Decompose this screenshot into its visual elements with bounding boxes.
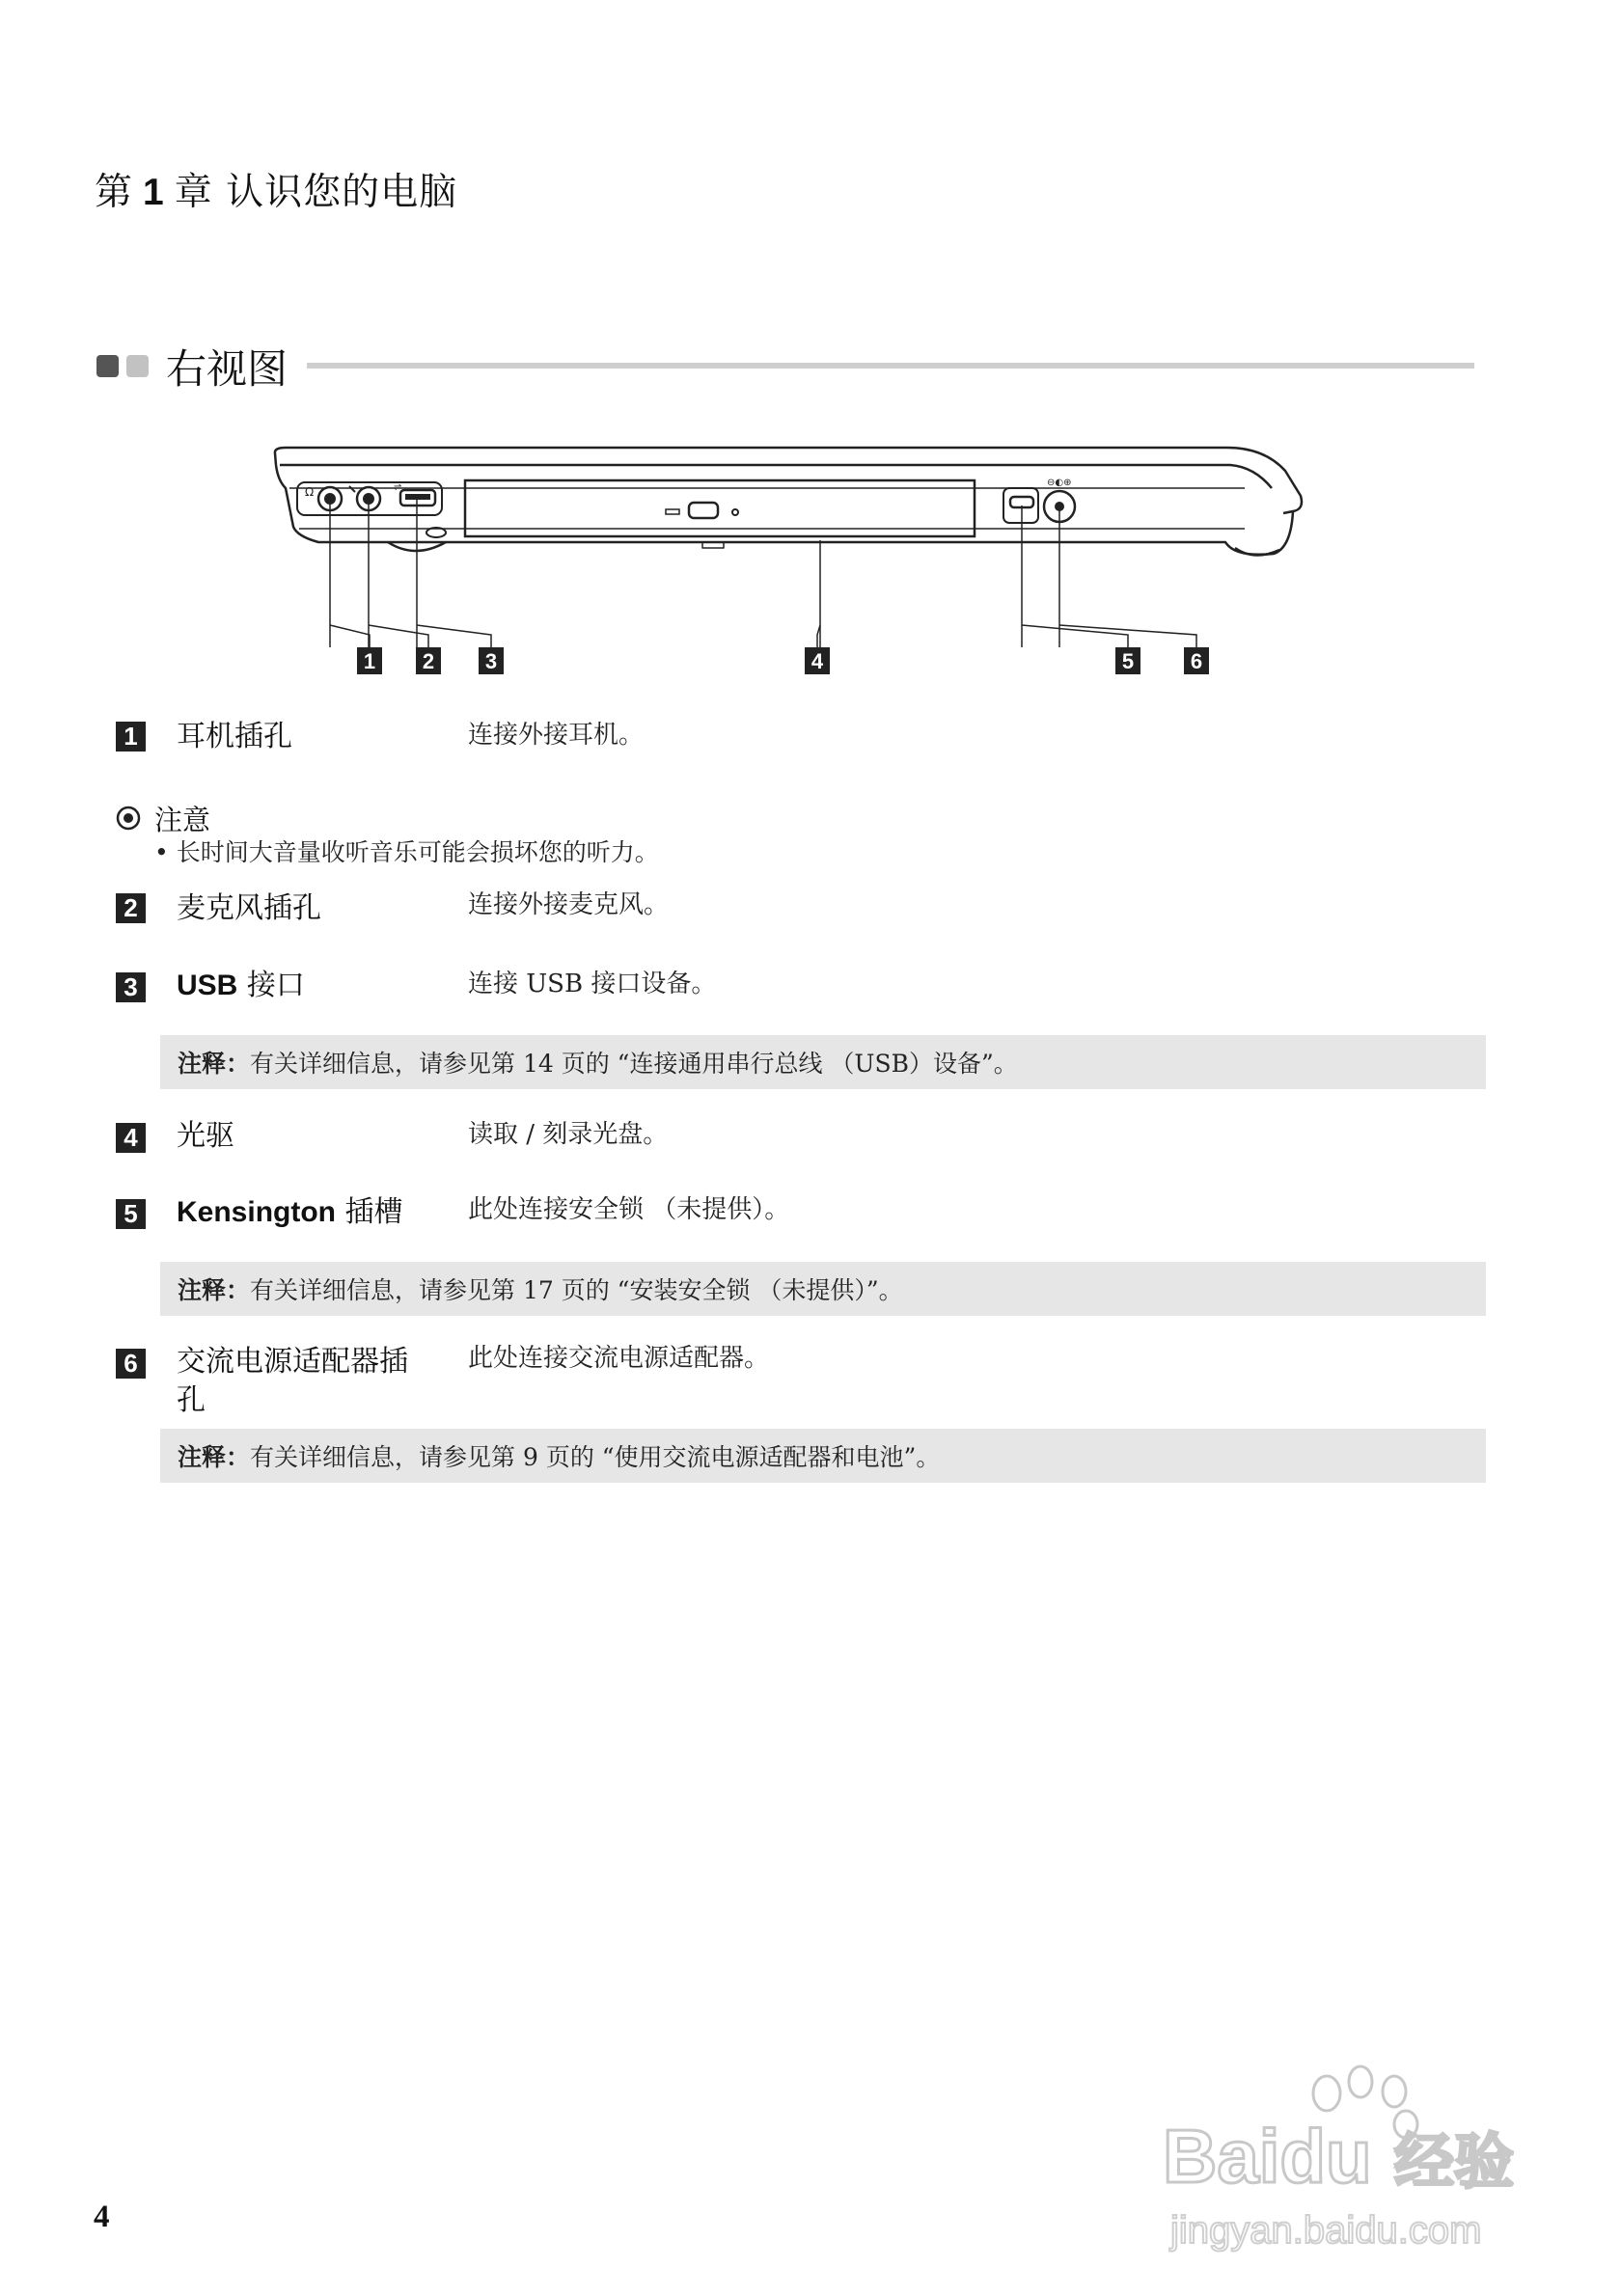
item-3-name-zh: 接口 bbox=[246, 969, 305, 1002]
item-6-name-line2: 孔 bbox=[177, 1383, 206, 1417]
svg-text:Ω: Ω bbox=[305, 485, 315, 499]
chapter-prefix: 第 bbox=[95, 171, 134, 214]
svg-text:⊖◐⊕: ⊖◐⊕ bbox=[1047, 478, 1072, 488]
item-5-name bbox=[177, 1193, 403, 1232]
item-1-desc: 连接外接耳机。 bbox=[468, 721, 645, 750]
chapter-number: 1 bbox=[143, 172, 165, 213]
note-kensington bbox=[160, 1262, 1486, 1316]
notice-label: 注意 bbox=[154, 804, 211, 836]
note-ac-adapter-label: 注释： bbox=[178, 1443, 251, 1471]
base-outline bbox=[276, 465, 1293, 555]
item-3-desc: 连接 USB 接口设备。 bbox=[468, 970, 717, 998]
chapter-heading bbox=[95, 162, 457, 216]
section-rule bbox=[307, 363, 1474, 369]
note-usb-label: 注释： bbox=[178, 1050, 251, 1078]
item-5-desc: 此处连接安全锁 （未提供）。 bbox=[468, 1195, 790, 1224]
note-ac-adapter-text: 有关详细信息，请参见第 9 页的 “使用交流电源适配器和电池”。 bbox=[250, 1443, 941, 1471]
callout-4: 4 bbox=[810, 649, 824, 673]
headphone-jack-shape bbox=[305, 485, 342, 510]
item-5-name-en: Kensington bbox=[177, 1196, 336, 1228]
item-2-desc: 连接外接麦克风。 bbox=[468, 890, 670, 919]
callout-2: 2 bbox=[422, 649, 435, 673]
note-kensington-text: 有关详细信息，请参见第 17 页的 “安装安全锁 （未提供）”。 bbox=[250, 1276, 903, 1304]
item-6-badge: 6 bbox=[116, 1349, 146, 1379]
item-4-badge: 4 bbox=[116, 1123, 146, 1153]
item-5-name-zh: 插槽 bbox=[344, 1195, 403, 1229]
callout-3: 3 bbox=[484, 649, 498, 673]
page-number: 4 bbox=[94, 2200, 110, 2234]
item-6-name-line1: 交流电源适配器插 bbox=[177, 1345, 408, 1379]
section-marker-dark bbox=[96, 355, 119, 377]
section-title: 右视图 bbox=[166, 345, 288, 393]
svg-text:⇌: ⇌ bbox=[394, 482, 402, 493]
chapter-title: 章 认识您的电脑 bbox=[174, 171, 458, 214]
note-ac-adapter bbox=[160, 1429, 1486, 1483]
watermark-service: 经验 bbox=[1394, 2126, 1515, 2197]
item-2-name: 麦克风插孔 bbox=[177, 891, 321, 925]
laptop-right-side-diagram bbox=[261, 442, 1312, 683]
item-3-badge: 3 bbox=[116, 972, 146, 1002]
callout-1: 1 bbox=[363, 649, 376, 673]
item-5-badge: 5 bbox=[116, 1199, 146, 1229]
note-usb-text: 有关详细信息，请参见第 14 页的 “连接通用串行总线 （USB）设备”。 bbox=[250, 1050, 1018, 1078]
callout-5: 5 bbox=[1121, 649, 1135, 673]
kensington-slot-shape bbox=[1003, 488, 1038, 523]
callout-6: 6 bbox=[1190, 649, 1203, 673]
item-6-desc: 此处连接交流电源适配器。 bbox=[468, 1344, 770, 1373]
note-kensington-label: 注释： bbox=[178, 1276, 251, 1304]
usb-port-shape bbox=[394, 482, 435, 506]
baidu-jingyan-watermark bbox=[1153, 2064, 1558, 2257]
microphone-jack-shape bbox=[349, 486, 380, 510]
item-4-desc: 读取 / 刻录光盘。 bbox=[468, 1120, 669, 1149]
watermark-brand: Baidu bbox=[1163, 2114, 1372, 2199]
item-1-badge: 1 bbox=[116, 722, 146, 752]
notice-bullet: • 长时间大音量收听音乐可能会损坏您的听力。 bbox=[154, 838, 659, 866]
item-4-name: 光驱 bbox=[177, 1119, 234, 1153]
notice-icon bbox=[116, 806, 141, 831]
item-2-badge: 2 bbox=[116, 893, 146, 923]
item-3-name bbox=[177, 967, 305, 1005]
note-usb bbox=[160, 1035, 1486, 1089]
item-1-name: 耳机插孔 bbox=[177, 720, 292, 753]
section-marker-light bbox=[126, 355, 149, 377]
watermark-url: jingyan.baidu.com bbox=[1170, 2209, 1482, 2252]
item-6-name bbox=[177, 1343, 408, 1420]
item-3-name-en: USB bbox=[177, 970, 238, 1001]
